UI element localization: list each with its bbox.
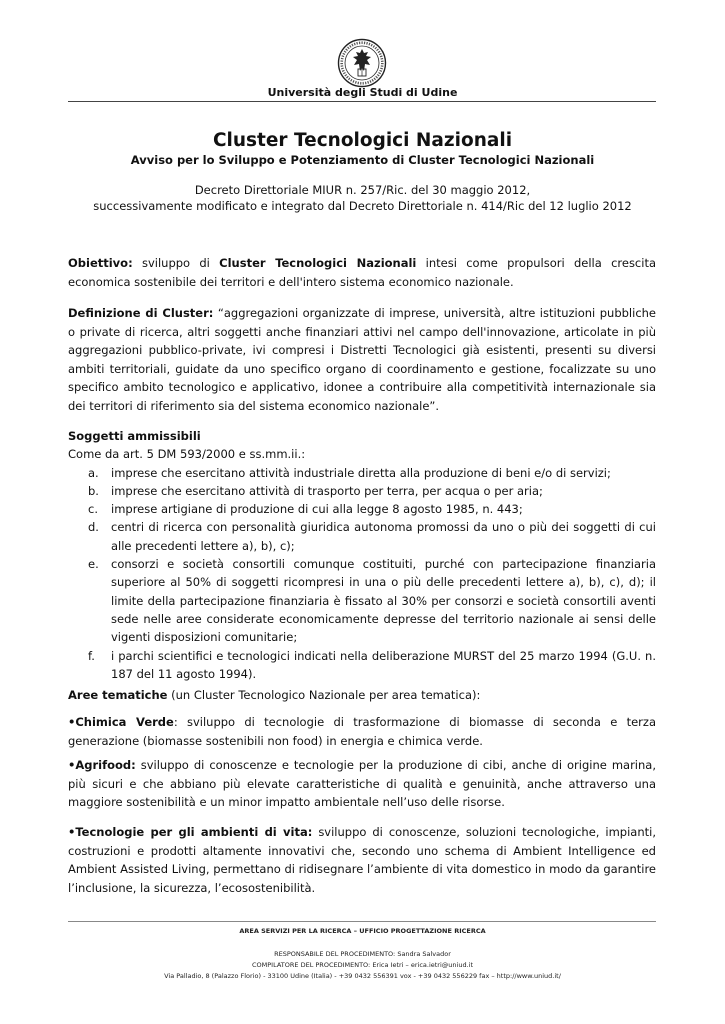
list-item-marker: c.: [88, 502, 98, 517]
chimica-verde-paragraph: [68, 713, 656, 750]
list-item-marker: d.: [88, 520, 99, 535]
aree-heading-note: (un Cluster Tecnologico Nazionale per area tematica):: [167, 688, 481, 702]
decree-line-1: Decreto Direttoriale MIUR n. 257/Ric. del 30 maggio 2012,: [194, 183, 531, 197]
ambienti-vita-text: sviluppo di conoscenze, soluzioni tecnologiche, impianti, costruzioni e prodotti altamente innovativi che, secondo uno schema di Ambient Intelligence ed Ambient Assisted Living, permettano di ridisegnare l’ambiente di vita domestico in modo da garantire l’inclusione, la sicurezza, l’ecosostenibilità.: [68, 825, 656, 895]
decree-reference: [0, 182, 725, 214]
aree-heading-line: [68, 686, 656, 705]
list-item-text: imprese che esercitano attività di trasporto per terra, per acqua o per aria;: [111, 483, 543, 498]
list-item-text: imprese artigiane di produzione di cui alla legge 8 agosto 1985, n. 443;: [111, 502, 523, 517]
obiettivo-label: Obiettivo:: [68, 256, 133, 270]
agrifood-paragraph: [68, 756, 656, 812]
aree-heading: Aree tematiche: [68, 688, 168, 702]
footer-responsabile: RESPONSABILE DEL PROCEDIMENTO: Sandra Salvador: [274, 950, 451, 958]
obiettivo-emphasis: Cluster Tecnologici Nazionali: [219, 256, 417, 270]
list-item: [68, 518, 656, 555]
chimica-verde-label: •Chimica Verde: [68, 715, 174, 729]
list-item-marker: e.: [88, 557, 99, 572]
document-title: Cluster Tecnologici Nazionali: [212, 130, 513, 151]
list-item: [68, 555, 656, 646]
agrifood-label: •Agrifood:: [68, 758, 136, 772]
decree-line-2: successivamente modificato e integrato dal Decreto Direttoriale n. 414/Ric del 12 luglio 2012: [93, 199, 632, 213]
definizione-text: “aggregazioni organizzate di imprese, università, altre istituzioni pubbliche o private di ricerca, altri soggetti anche finanziari attivi nel campo dell'innovazione, articolate in più aggregazioni pubblico-private, ivi compresi i Distretti Tecnologici già esistenti, presenti su diversi ambiti territoriali, guidate da uno specifico organo di coordinamento e gestione, focalizzate su uno specifico ambito tecnologico e applicativo, idonee a contribuire alla competitività internazionale sia dei territori di riferimento sia del sistema economico nazionale”.: [68, 306, 657, 413]
list-item-marker: b.: [88, 483, 99, 498]
soggetti-section: [68, 427, 656, 683]
list-item: [68, 464, 656, 482]
list-item: [68, 482, 656, 500]
obiettivo-text-after: intesi come propulsori della crescita economica sostenibile dei territori e dell'intero sistema economico nazionale.: [68, 256, 657, 289]
soggetti-heading: Soggetti ammissibili: [68, 429, 201, 443]
obiettivo-paragraph: [68, 254, 656, 291]
ambienti-vita-paragraph: [68, 823, 656, 897]
list-item-text: centri di ricerca con personalità giuridica autonoma promossi da uno o più dei soggetti di cui alle precedenti lettere a), b), c);: [111, 520, 656, 553]
footer-divider: [68, 921, 656, 922]
soggetti-list: [68, 464, 656, 684]
list-item: [68, 647, 656, 684]
soggetti-intro: Come da art. 5 DM 593/2000 e ss.mm.ii.:: [68, 447, 306, 462]
definizione-paragraph: [68, 304, 656, 415]
list-item: [68, 500, 656, 518]
university-name: Università degli Studi di Udine: [267, 86, 458, 99]
document-subtitle: Avviso per lo Sviluppo e Potenziamento di Cluster Tecnologici Nazionali: [130, 153, 595, 167]
agrifood-text: sviluppo di conoscenze e tecnologie per la produzione di cibi, anche di origine marina, più sicuri e che abbiano più elevate caratteristiche di qualità e genuinità, anche attraverso una maggiore sostenibilità e un minor impatto ambientale nell’uso delle risorse.: [68, 758, 656, 809]
footer-compilatore: COMPILATORE DEL PROCEDIMENTO: Erica Ietri – erica.ietri@uniud.it: [252, 961, 473, 969]
definizione-label: Definizione di Cluster:: [68, 306, 214, 320]
header-divider: [68, 101, 656, 102]
footer-area: AREA SERVIZI PER LA RICERCA – UFFICIO PROGETTAZIONE RICERCA: [239, 927, 486, 935]
footer-address: Via Palladio, 8 (Palazzo Florio) - 33100 Udine (Italia) - +39 0432 556391 vox - +39 0432 556229 fax – http://www.uniud.it/: [164, 972, 561, 980]
obiettivo-text-before: sviluppo di: [132, 256, 220, 270]
list-item-text: i parchi scientifici e tecnologici indicati nella deliberazione MURST del 25 marzo 1994 (G.U. n. 187 del 11 agosto 1994).: [111, 648, 656, 681]
ambienti-vita-label: •Tecnologie per gli ambienti di vita:: [68, 825, 313, 839]
list-item-text: consorzi e società consortili comunque costituiti, purché con partecipazione finanziaria superiore al 50% di soggetti ricompresi in una o più delle precedenti lettere a), b), c), d); il limite della partecipazione finanziaria è fissato al 30% per consorzi e società consortili aventi sede nelle aree considerate economicamente depresse del territorio nazionale ai sensi delle vigenti disposizioni comunitarie;: [111, 557, 656, 645]
list-item-text: imprese che esercitano attività industriale diretta alla produzione di beni e/o di servizi;: [111, 465, 611, 480]
list-item-marker: f.: [88, 648, 95, 663]
list-item-marker: a.: [88, 465, 99, 480]
university-seal-logo: [337, 38, 387, 88]
chimica-verde-text: : sviluppo di tecnologie di trasformazione di biomasse di seconda e terza generazione (biomasse sostenibili non food) in energia e chimica verde.: [68, 715, 656, 748]
